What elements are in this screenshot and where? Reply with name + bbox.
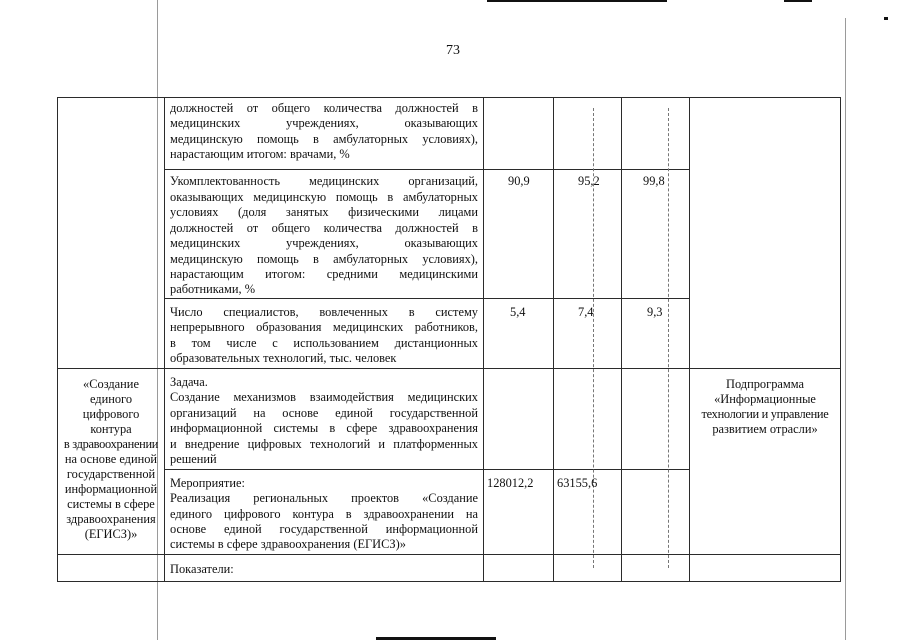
row2-desc-line5: медицинских учреждениях, оказывающих [170, 236, 478, 250]
row2-desc-line8: работниками, % [170, 282, 256, 296]
row3-value-3: 9,3 [647, 305, 663, 319]
right-margin-line [845, 18, 846, 640]
binding-edge-line [157, 0, 158, 640]
row3-value-2: 7,4 [578, 305, 594, 319]
row2-desc-line7: нарастающим итогом: средними медицинскими [170, 267, 478, 281]
top-scan-artifact [487, 0, 667, 2]
row2-value-1: 90,9 [508, 174, 530, 188]
row2-value-3: 99,8 [643, 174, 665, 188]
activity-desc-line4: системы в сфере здравоохранения (ЕГИСЗ)» [170, 537, 406, 551]
row2-desc-line3: условиях (доля занятых физическими лицами [170, 205, 478, 219]
activity-desc-line3: основе единой государственной информационной [170, 522, 478, 536]
project-name-line8: информационной [64, 482, 158, 496]
task-desc-line3: информационной системы в сфере здравоохранения [170, 421, 478, 435]
row3-desc-line2: непрерывного образования медицинских работников, [170, 320, 478, 334]
project-name-line4: контура [90, 422, 132, 436]
activity-value-1: 128012,2 [487, 476, 534, 490]
project-name-line10: здравоохранения [66, 512, 156, 526]
project-name-line6: на основе единой [64, 452, 158, 466]
task-desc-line1: Создание механизмов взаимодействия медицинских [170, 390, 478, 404]
row2-desc-line1: Укомплектованность медицинских организаций, [170, 174, 478, 188]
project-name-line2: единого [89, 392, 133, 406]
row2-value-2: 95,2 [578, 174, 600, 188]
project-name-line1: «Создание [83, 377, 139, 391]
activity-label: Мероприятие: [170, 476, 245, 490]
row2-desc-line6: медицинскую помощь в амбулаторных условиях), [170, 252, 478, 266]
project-name-line5: в здравоохранении [63, 437, 159, 451]
task-label: Задача. [170, 375, 208, 389]
top-scan-artifact-right [784, 0, 812, 2]
task-desc-line5: решений [170, 452, 217, 466]
indicators-label: Показатели: [170, 562, 234, 576]
row1-desc-line2: медицинских учреждениях, оказывающих [170, 116, 478, 130]
subprogram-line2: «Информационные [714, 392, 816, 406]
subprogram-line4: развитием отрасли» [712, 422, 818, 436]
project-name-line9: системы в сфере [67, 497, 155, 511]
row2-desc-line4: должностей от общего количества должностей в [170, 221, 478, 235]
row1-desc-line4: нарастающим итогом: врачами, % [170, 147, 350, 161]
row2-desc-line2: оказывающих медицинскую помощь в амбулаторных [170, 190, 478, 204]
project-name-line7: государственной [66, 467, 156, 481]
activity-desc-line2: единого цифрового контура в здравоохранении на [170, 507, 478, 521]
subprogram-line3: технологии и управлениe [701, 407, 829, 421]
project-name-line11: (ЕГИСЗ)» [84, 527, 138, 541]
activity-desc-line1: Реализация региональных проектов «Создание [170, 491, 478, 505]
row1-desc-line3: медицинскую помощь в амбулаторных условиях), [170, 132, 478, 146]
row1-desc-line1: должностей от общего количества должностей в [170, 101, 478, 115]
project-name-line3: цифрового [82, 407, 140, 421]
page-number: 73 [446, 43, 460, 58]
task-desc-line4: и внедрение цифровых технологий и платформенных [170, 437, 478, 451]
row3-desc-line4: образовательных технологий, тыс. человек [170, 351, 397, 365]
activity-value-2: 63155,6 [557, 476, 598, 490]
subprogram-line1: Подпрограмма [726, 377, 804, 391]
row3-value-1: 5,4 [510, 305, 526, 319]
row3-desc-line1: Число специалистов, вовлеченных в систему [170, 305, 478, 319]
corner-mark [884, 17, 888, 20]
task-desc-line2: организаций на основе единой государственной [170, 406, 478, 420]
row3-desc-line3: в том числе с использованием дистанционных [170, 336, 478, 350]
